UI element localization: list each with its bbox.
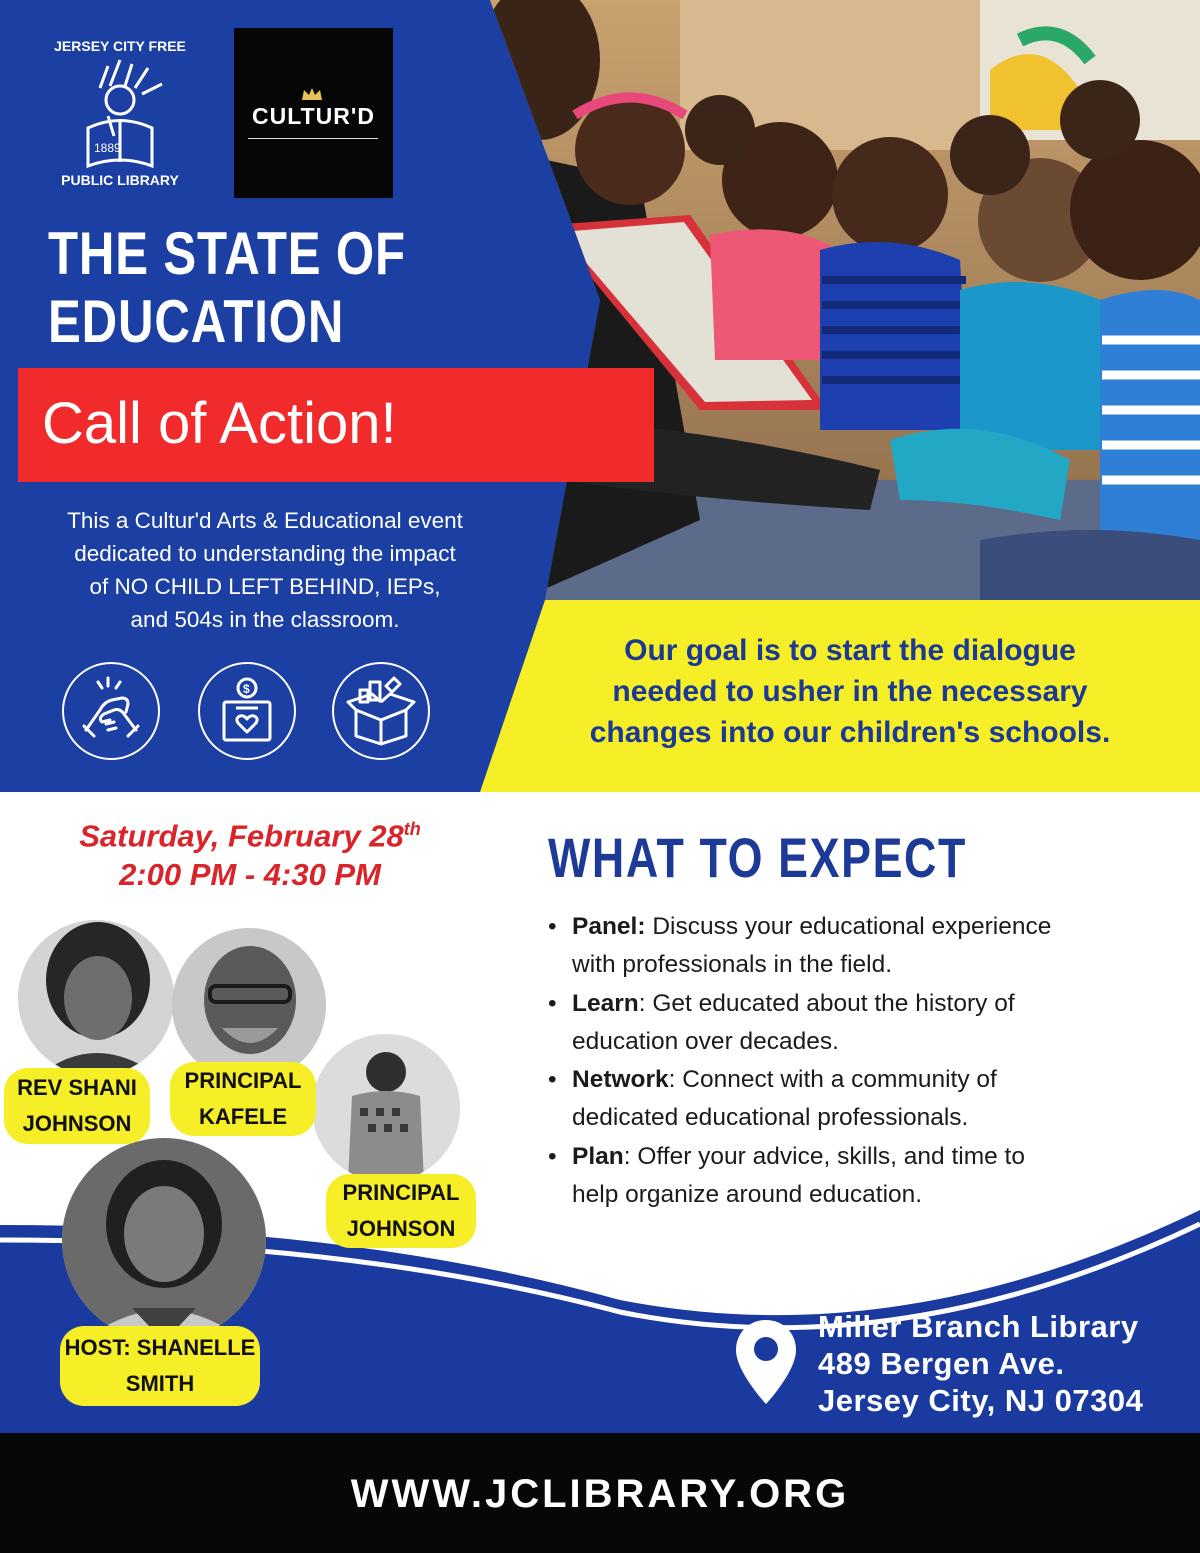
donation-box-icon xyxy=(198,662,296,760)
speaker-name-badge xyxy=(326,1174,476,1248)
bullet-icon: • xyxy=(548,913,557,940)
address-line: Jersey City, NJ 07304 xyxy=(818,1383,1144,1418)
location-pin-icon xyxy=(734,1318,798,1406)
description-line: and 504s in the classroom. xyxy=(130,607,400,632)
list-item-text: with professionals in the field. xyxy=(572,951,893,979)
description-line: This a Cultur'd Arts & Educational event xyxy=(67,508,463,533)
list-item-term: Learn xyxy=(572,989,639,1017)
host-name-badge xyxy=(60,1326,260,1406)
call-to-action-text: Call of Action! xyxy=(42,391,397,456)
goal-line: Our goal is to start the dialogue xyxy=(624,634,1076,667)
list-item-text: dedicated educational professionals. xyxy=(572,1104,969,1132)
speaker-name-line: KAFELE xyxy=(199,1104,287,1129)
event-date-suffix: th xyxy=(403,819,421,839)
list-item-text: Discuss your educational experience xyxy=(645,913,1052,940)
list-item-text: : Offer your advice, skills, and time to xyxy=(623,1142,1025,1170)
culturd-logo-text: CULTUR'D xyxy=(252,103,375,129)
goal-line: needed to usher in the necessary xyxy=(612,675,1088,708)
bullet-icon: • xyxy=(548,989,557,1017)
event-address xyxy=(818,1308,1143,1419)
address-line: Miller Branch Library xyxy=(818,1309,1139,1344)
speaker-name-line: SMITH xyxy=(125,1371,195,1396)
speaker-name-line: JOHNSON xyxy=(22,1111,132,1136)
description-line: dedicated to understanding the impact xyxy=(74,541,456,566)
title-line-1: THE STATE OF xyxy=(48,220,406,287)
speaker-name-line: REV SHANI xyxy=(17,1075,137,1100)
list-item xyxy=(548,985,1148,1062)
speaker-photo-principal-kafele xyxy=(172,928,326,1082)
list-item xyxy=(548,1138,1148,1215)
goal-line: changes into our children's schools. xyxy=(589,716,1111,749)
speaker-name-line: HOST: SHANELLE xyxy=(64,1335,256,1360)
speaker-name-line: PRINCIPAL xyxy=(342,1180,460,1205)
list-item-term: Network xyxy=(572,1066,669,1094)
speaker-photo-principal-johnson xyxy=(312,1034,460,1182)
list-item-text: : Connect with a community of xyxy=(668,1066,997,1094)
list-item-text: education over decades. xyxy=(572,1027,839,1055)
library-logo-bottom-text: PUBLIC LIBRARY xyxy=(61,172,179,188)
description-line: of NO CHILD LEFT BEHIND, IEPs, xyxy=(89,574,441,599)
bullet-icon: • xyxy=(548,1142,557,1170)
speaker-photo-rev-shani-johnson xyxy=(18,920,174,1076)
crown-icon xyxy=(300,86,324,102)
library-logo-year: 1889 xyxy=(94,141,121,155)
speaker-photo-shanelle-smith xyxy=(62,1138,266,1342)
speaker-name-line: JOHNSON xyxy=(346,1216,456,1241)
handshake-icon xyxy=(62,662,160,760)
list-item-term: Panel: xyxy=(572,913,646,940)
list-item xyxy=(548,1061,1148,1138)
supplies-box-icon xyxy=(332,662,430,760)
address-line: 489 Bergen Ave. xyxy=(818,1346,1065,1381)
feature-icons xyxy=(62,662,434,764)
goal-statement xyxy=(530,630,1170,753)
website-link[interactable]: WWW.JCLIBRARY.ORG xyxy=(350,1472,850,1516)
speaker-name-badge xyxy=(170,1062,316,1136)
svg-text:$: $ xyxy=(243,682,250,696)
speaker-name-badge xyxy=(4,1068,150,1144)
bullet-icon: • xyxy=(548,1066,557,1094)
expectations-list xyxy=(548,908,1148,1214)
culturd-logo-underline xyxy=(248,138,378,139)
list-item-term: Plan xyxy=(572,1142,624,1170)
speaker-name-line: PRINCIPAL xyxy=(184,1068,302,1093)
what-to-expect-heading: WHAT TO EXPECT xyxy=(548,826,967,889)
list-item-text: : Get educated about the history of xyxy=(638,989,1015,1017)
jersey-city-library-logo xyxy=(40,30,200,200)
statue-of-liberty-icon xyxy=(70,58,170,176)
event-description xyxy=(10,504,520,636)
list-item-text: help organize around education. xyxy=(572,1181,923,1209)
event-date-text: Saturday, February 28 xyxy=(79,818,404,854)
list-item xyxy=(548,908,1148,985)
event-time: 2:00 PM - 4:30 PM xyxy=(119,857,381,892)
library-logo-top-text: JERSEY CITY FREE xyxy=(54,38,186,54)
culturd-logo xyxy=(234,28,393,198)
title-line-2: EDUCATION xyxy=(48,288,345,355)
